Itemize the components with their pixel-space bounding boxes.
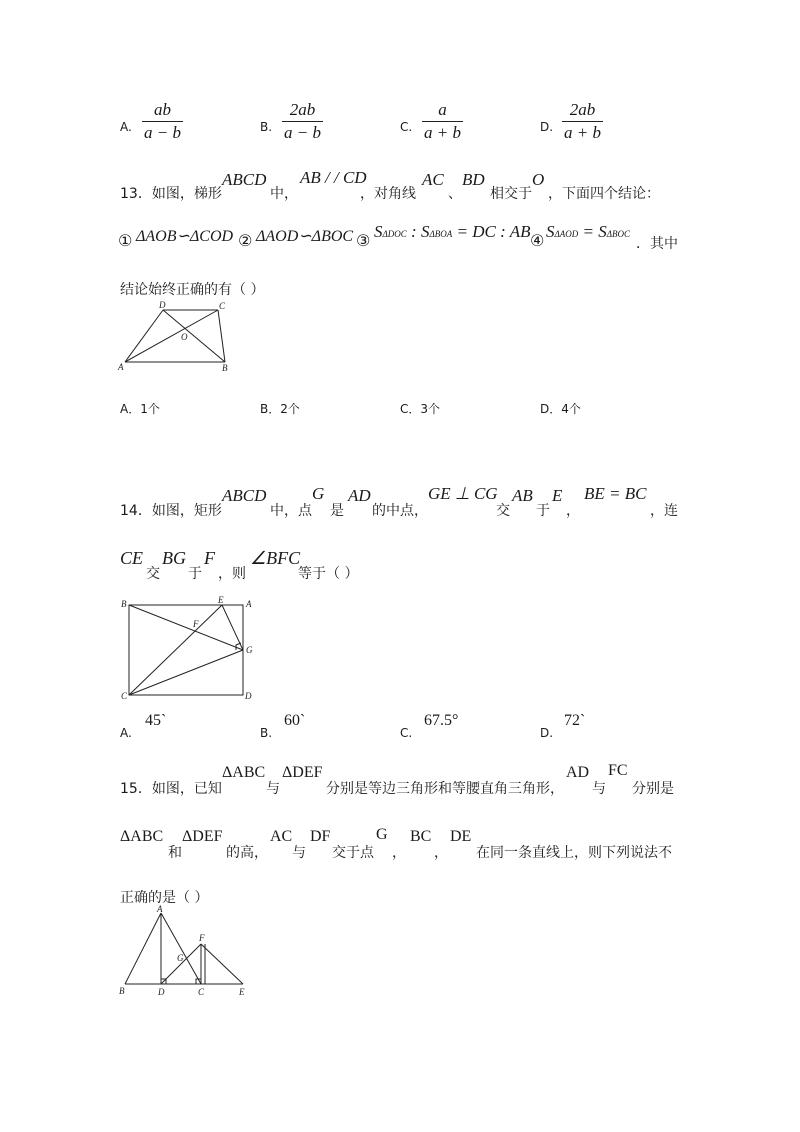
- q15-text: 分别是: [632, 781, 674, 797]
- q13-text: 相交于: [490, 186, 532, 202]
- q12-option-b-label: B.: [260, 120, 273, 134]
- q14-fig-label-b: B: [121, 599, 127, 609]
- q12-option-c-label: C.: [400, 120, 413, 134]
- q14-equation: BE = BC: [584, 484, 647, 503]
- q15-bc: BC: [410, 828, 432, 845]
- q14-option-b-value: 60`: [284, 712, 306, 729]
- q15-fig-label-f: F: [199, 933, 205, 943]
- q14-fig-label-c: C: [121, 691, 128, 701]
- q15-text: 和: [168, 845, 182, 861]
- q15-triangle-def-2: ΔDEF: [182, 828, 223, 845]
- q15-prompt: 正确的是（ ）: [120, 890, 209, 906]
- q14-g: G: [312, 484, 325, 503]
- fraction-bar: [142, 121, 183, 122]
- q13-c3-sub2: ΔBOA: [429, 229, 453, 239]
- q13-text: ，下面四个结论：: [548, 186, 660, 202]
- q12-option-b-numerator: 2ab: [289, 100, 316, 119]
- q14-text: 是: [330, 503, 344, 519]
- q14-text: 于: [188, 566, 202, 582]
- q13-fig-label-o: O: [181, 332, 188, 342]
- q15-fig-label-e: E: [239, 987, 245, 997]
- q14-fig-label-f: F: [193, 619, 199, 629]
- q13-c3-rest: = DC : AB: [452, 222, 531, 241]
- q14-prompt: 等于（ ）: [298, 566, 359, 582]
- q14-ad: AD: [348, 486, 371, 505]
- q15-de: DE: [450, 828, 472, 845]
- q15-triangle-abc-2: ΔABC: [120, 828, 164, 845]
- q14-fig-label-e: E: [218, 596, 224, 605]
- q15-fig-label-a: A: [157, 904, 163, 914]
- q14-option-c-label: C.: [400, 726, 413, 740]
- q14-option-d-value: 72`: [564, 712, 586, 729]
- q13-conclusion-3: [374, 222, 530, 242]
- q13-conclusion-4-mark: ④: [530, 231, 545, 250]
- q14-text: 的中点，: [372, 503, 428, 519]
- q13-option-c: C．3个: [400, 402, 441, 416]
- q14-text: ，: [566, 503, 580, 519]
- q15-ac: AC: [270, 828, 293, 845]
- q15-triangle-def: ΔDEF: [282, 764, 323, 781]
- q13-conclusion-2-mark: ②: [238, 231, 253, 250]
- q14-text: 中，点: [270, 503, 312, 519]
- q15-g: G: [376, 826, 388, 843]
- q12-option-d-label: D.: [540, 120, 554, 134]
- q14-option-b-label: B.: [260, 726, 273, 740]
- q13-option-d: D．4个: [540, 402, 581, 416]
- q13-fig-label-c: C: [219, 301, 226, 311]
- q13-trapezoid: ABCD: [222, 170, 267, 189]
- q13-option-a: A．1个: [120, 402, 160, 416]
- q13-option-b: B．2个: [260, 402, 300, 416]
- q13-fig-label-a: A: [118, 362, 124, 372]
- q15-text: 与: [266, 781, 280, 797]
- q15-fc: FC: [608, 762, 628, 779]
- q15-triangles-figure: [115, 902, 255, 1002]
- q14-fig-label-d: D: [245, 691, 252, 701]
- q15-text: 的高，: [226, 845, 268, 861]
- q13-text: 中，: [270, 186, 298, 202]
- fraction-bar: [282, 121, 323, 122]
- q12-option-a-numerator: ab: [153, 100, 171, 119]
- q14-perpendicular: GE ⊥ CG: [428, 484, 498, 503]
- q12-option-b-fraction: [282, 100, 323, 143]
- q15-df: DF: [310, 828, 331, 845]
- q12-option-a-fraction: [142, 100, 183, 143]
- q13-prompt: 结论始终正确的有（ ）: [120, 282, 265, 298]
- q14-fig-label-g: G: [246, 645, 253, 655]
- q12-option-a-label: A.: [120, 120, 132, 134]
- q13-o: O: [532, 170, 545, 189]
- q14-bg: BG: [162, 548, 186, 568]
- q13-ac: AC: [422, 170, 444, 189]
- q14-ce: CE: [120, 548, 144, 568]
- fraction-bar: [422, 121, 463, 122]
- q14-option-c-value: 67.5°: [424, 712, 459, 729]
- q13-number: 13．如图，梯形: [120, 186, 222, 202]
- q12-option-d-denominator: a + b: [564, 123, 601, 142]
- q14-text: ，连: [650, 503, 678, 519]
- q14-text: 交: [146, 566, 160, 582]
- q14-f: F: [204, 548, 215, 568]
- q15-fig-label-g: G: [177, 953, 184, 963]
- q13-fig-label-d: D: [159, 300, 166, 310]
- q14-text: 交: [496, 503, 510, 519]
- q13-parallel: AB / / CD: [300, 168, 367, 187]
- q13-conclusion-1-mark: ①: [118, 231, 133, 250]
- q12-option-d-numerator: 2ab: [569, 100, 596, 119]
- q13-text: 、: [448, 186, 462, 202]
- q14-option-a-value: 45`: [145, 712, 167, 729]
- q13-c4-s: S: [546, 222, 555, 241]
- q13-bd: BD: [462, 170, 485, 189]
- q13-c3-mid: : S: [406, 222, 430, 241]
- q15-fig-label-b: B: [119, 986, 125, 996]
- q14-number: 14．如图，矩形: [120, 503, 222, 519]
- q13-text: ．其中: [636, 236, 678, 252]
- q12-option-a-denominator: a − b: [144, 123, 181, 142]
- q13-trapezoid-figure: [115, 300, 245, 375]
- q13-conclusion-3-mark: ③: [356, 231, 371, 250]
- q15-fig-label-c: C: [198, 987, 205, 997]
- q14-rectangle-figure: [118, 596, 263, 706]
- q15-text: 分别是等边三角形和等腰直角三角形，: [326, 781, 564, 797]
- q12-option-c-numerator: a: [438, 100, 447, 119]
- q14-fig-label-a: A: [246, 599, 252, 609]
- q13-fig-label-b: B: [222, 363, 228, 373]
- q12-option-d-fraction: [562, 100, 603, 143]
- q15-fig-label-d: D: [158, 987, 165, 997]
- q12-option-b-denominator: a − b: [284, 123, 321, 142]
- q15-triangle-abc: ΔABC: [222, 764, 266, 781]
- q13-c4-mid: = S: [578, 222, 607, 241]
- q15-number: 15．如图，已知: [120, 781, 222, 797]
- q15-text: 与: [592, 781, 606, 797]
- q14-option-a-label: A.: [120, 726, 132, 740]
- q14-rectangle: ABCD: [222, 486, 267, 505]
- q14-option-d-label: D.: [540, 726, 554, 740]
- q15-text: ，: [434, 845, 448, 861]
- q13-c4-sub2: ΔBOC: [606, 229, 631, 239]
- q14-e: E: [552, 486, 563, 505]
- q13-c3-sub1: ΔDOC: [382, 229, 407, 239]
- q15-ad: AD: [566, 764, 590, 781]
- fraction-bar: [562, 121, 603, 122]
- q13-c3-s: S: [374, 222, 383, 241]
- q14-text: ，则: [218, 566, 246, 582]
- q12-option-c-fraction: [422, 100, 463, 143]
- q13-c4-sub1: ΔAOD: [554, 229, 579, 239]
- q13-conclusion-2: ΔAOD∽ΔBOC: [256, 228, 354, 245]
- q15-text: 在同一条直线上，则下列说法不: [476, 845, 672, 861]
- q15-text: 与: [292, 845, 306, 861]
- q15-text: ，: [392, 845, 406, 861]
- q14-ab: AB: [512, 486, 533, 505]
- q12-option-c-denominator: a + b: [424, 123, 461, 142]
- q14-text: 于: [536, 503, 550, 519]
- q13-text: ，对角线: [360, 186, 416, 202]
- q13-conclusion-4: [546, 222, 630, 242]
- q15-text: 交于点: [332, 845, 374, 861]
- q13-conclusion-1: ΔAOB∽ΔCOD: [136, 228, 234, 245]
- q14-angle: ∠BFC: [250, 548, 301, 568]
